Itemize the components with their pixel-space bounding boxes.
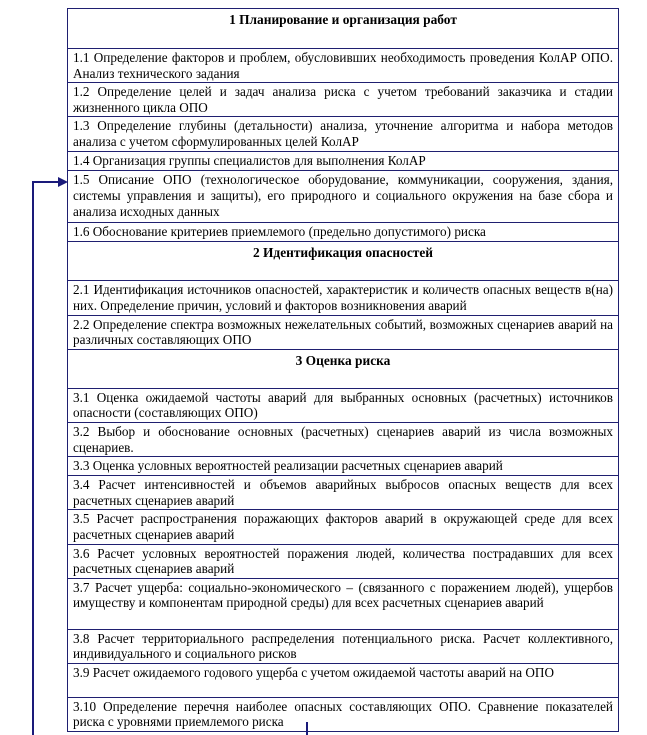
table-cell: 1.5 Описание ОПО (технологическое оборудование, коммуникации, сооружения, здания, системы управления и защиты), его природного и социального окружения на базе сбора и анализа исходных данных: [68, 171, 619, 223]
table-row: [68, 663, 619, 697]
table-row: [68, 171, 619, 223]
workflow-table: [67, 8, 619, 732]
feedback-line-horizontal: [33, 181, 61, 183]
table-row: [68, 476, 619, 510]
table-row: [68, 578, 619, 629]
table-row: [68, 510, 619, 544]
table-cell: 3.5 Расчет распространения поражающих факторов аварий в окружающей среде для всех расчетных сценариев аварий: [68, 510, 619, 544]
table-cell: 3.1 Оценка ожидаемой частоты аварий для выбранных основных (расчетных) источников опасности (составляющих ОПО): [68, 388, 619, 422]
table-cell: 3.4 Расчет интенсивностей и объемов аварийных выбросов опасных веществ для всех расчетных сценариев аварий: [68, 476, 619, 510]
table-cell: 3.6 Расчет условных вероятностей поражения людей, количества пострадавших для всех расчетных сценариев аварий: [68, 544, 619, 578]
table-cell: 3.7 Расчет ущерба: социально-экономического – (связанного с поражением людей), ущербов имуществу и компонентам природной среды) для всех расчетных сценариев аварий: [68, 578, 619, 629]
section-title: 3 Оценка риска: [68, 349, 619, 388]
section-header-row: [68, 242, 619, 281]
table-cell: 1.1 Определение факторов и проблем, обусловивших необходимость проведения КолАР ОПО. Анализ технического задания: [68, 49, 619, 83]
table-cell: 1.3 Определение глубины (детальности) анализа, уточнение алгоритма и набора методов анализа с учетом сформулированных целей КолАР: [68, 117, 619, 152]
table-row: [68, 544, 619, 578]
table-row: [68, 315, 619, 349]
section-title: 2 Идентификация опасностей: [68, 242, 619, 281]
table-cell: 2.1 Идентификация источников опасностей, характеристик и количеств опасных веществ в(на) них. Определение причин, условий и факторов возникновения аварий: [68, 281, 619, 315]
table-row: [68, 223, 619, 242]
table-cell: 1.6 Обоснование критериев приемлемого (предельно допустимого) риска: [68, 223, 619, 242]
table-row: [68, 117, 619, 152]
section-header-row: [68, 349, 619, 388]
table-row: [68, 422, 619, 456]
table-row: [68, 457, 619, 476]
table-row: [68, 152, 619, 171]
table-cell: 1.4 Организация группы специалистов для выполнения КолАР: [68, 152, 619, 171]
table-cell: 1.2 Определение целей и задач анализа риска с учетом требований заказчика и стадии жизненного цикла ОПО: [68, 83, 619, 117]
arrowhead-right-icon: [58, 177, 69, 187]
section-title: 1 Планирование и организация работ: [68, 9, 619, 49]
table-row: [68, 83, 619, 117]
table-cell: 3.2 Выбор и обоснование основных (расчетных) сценариев аварий из числа возможных сценариев.: [68, 422, 619, 456]
table-cell: 3.10 Определение перечня наиболее опасных составляющих ОПО. Сравнение показателей риска с уровнями приемлемого риска: [68, 697, 619, 731]
table-cell: 3.3 Оценка условных вероятностей реализации расчетных сценариев аварий: [68, 457, 619, 476]
flow-line-bottom: [306, 722, 308, 735]
table-row: [68, 629, 619, 663]
section-header-row: [68, 9, 619, 49]
table-row: [68, 388, 619, 422]
table-cell: 3.9 Расчет ожидаемого годового ущерба с учетом ожидаемой частоты аварий на ОПО: [68, 663, 619, 697]
table-cell: 3.8 Расчет территориального распределения потенциального риска. Расчет коллективного, индивидуального и социального рисков: [68, 629, 619, 663]
table-row: [68, 49, 619, 83]
table-cell: 2.2 Определение спектра возможных нежелательных событий, возможных сценариев аварий на различных составляющих ОПО: [68, 315, 619, 349]
feedback-line-vertical: [32, 181, 34, 735]
table-row: [68, 697, 619, 731]
table-row: [68, 281, 619, 315]
